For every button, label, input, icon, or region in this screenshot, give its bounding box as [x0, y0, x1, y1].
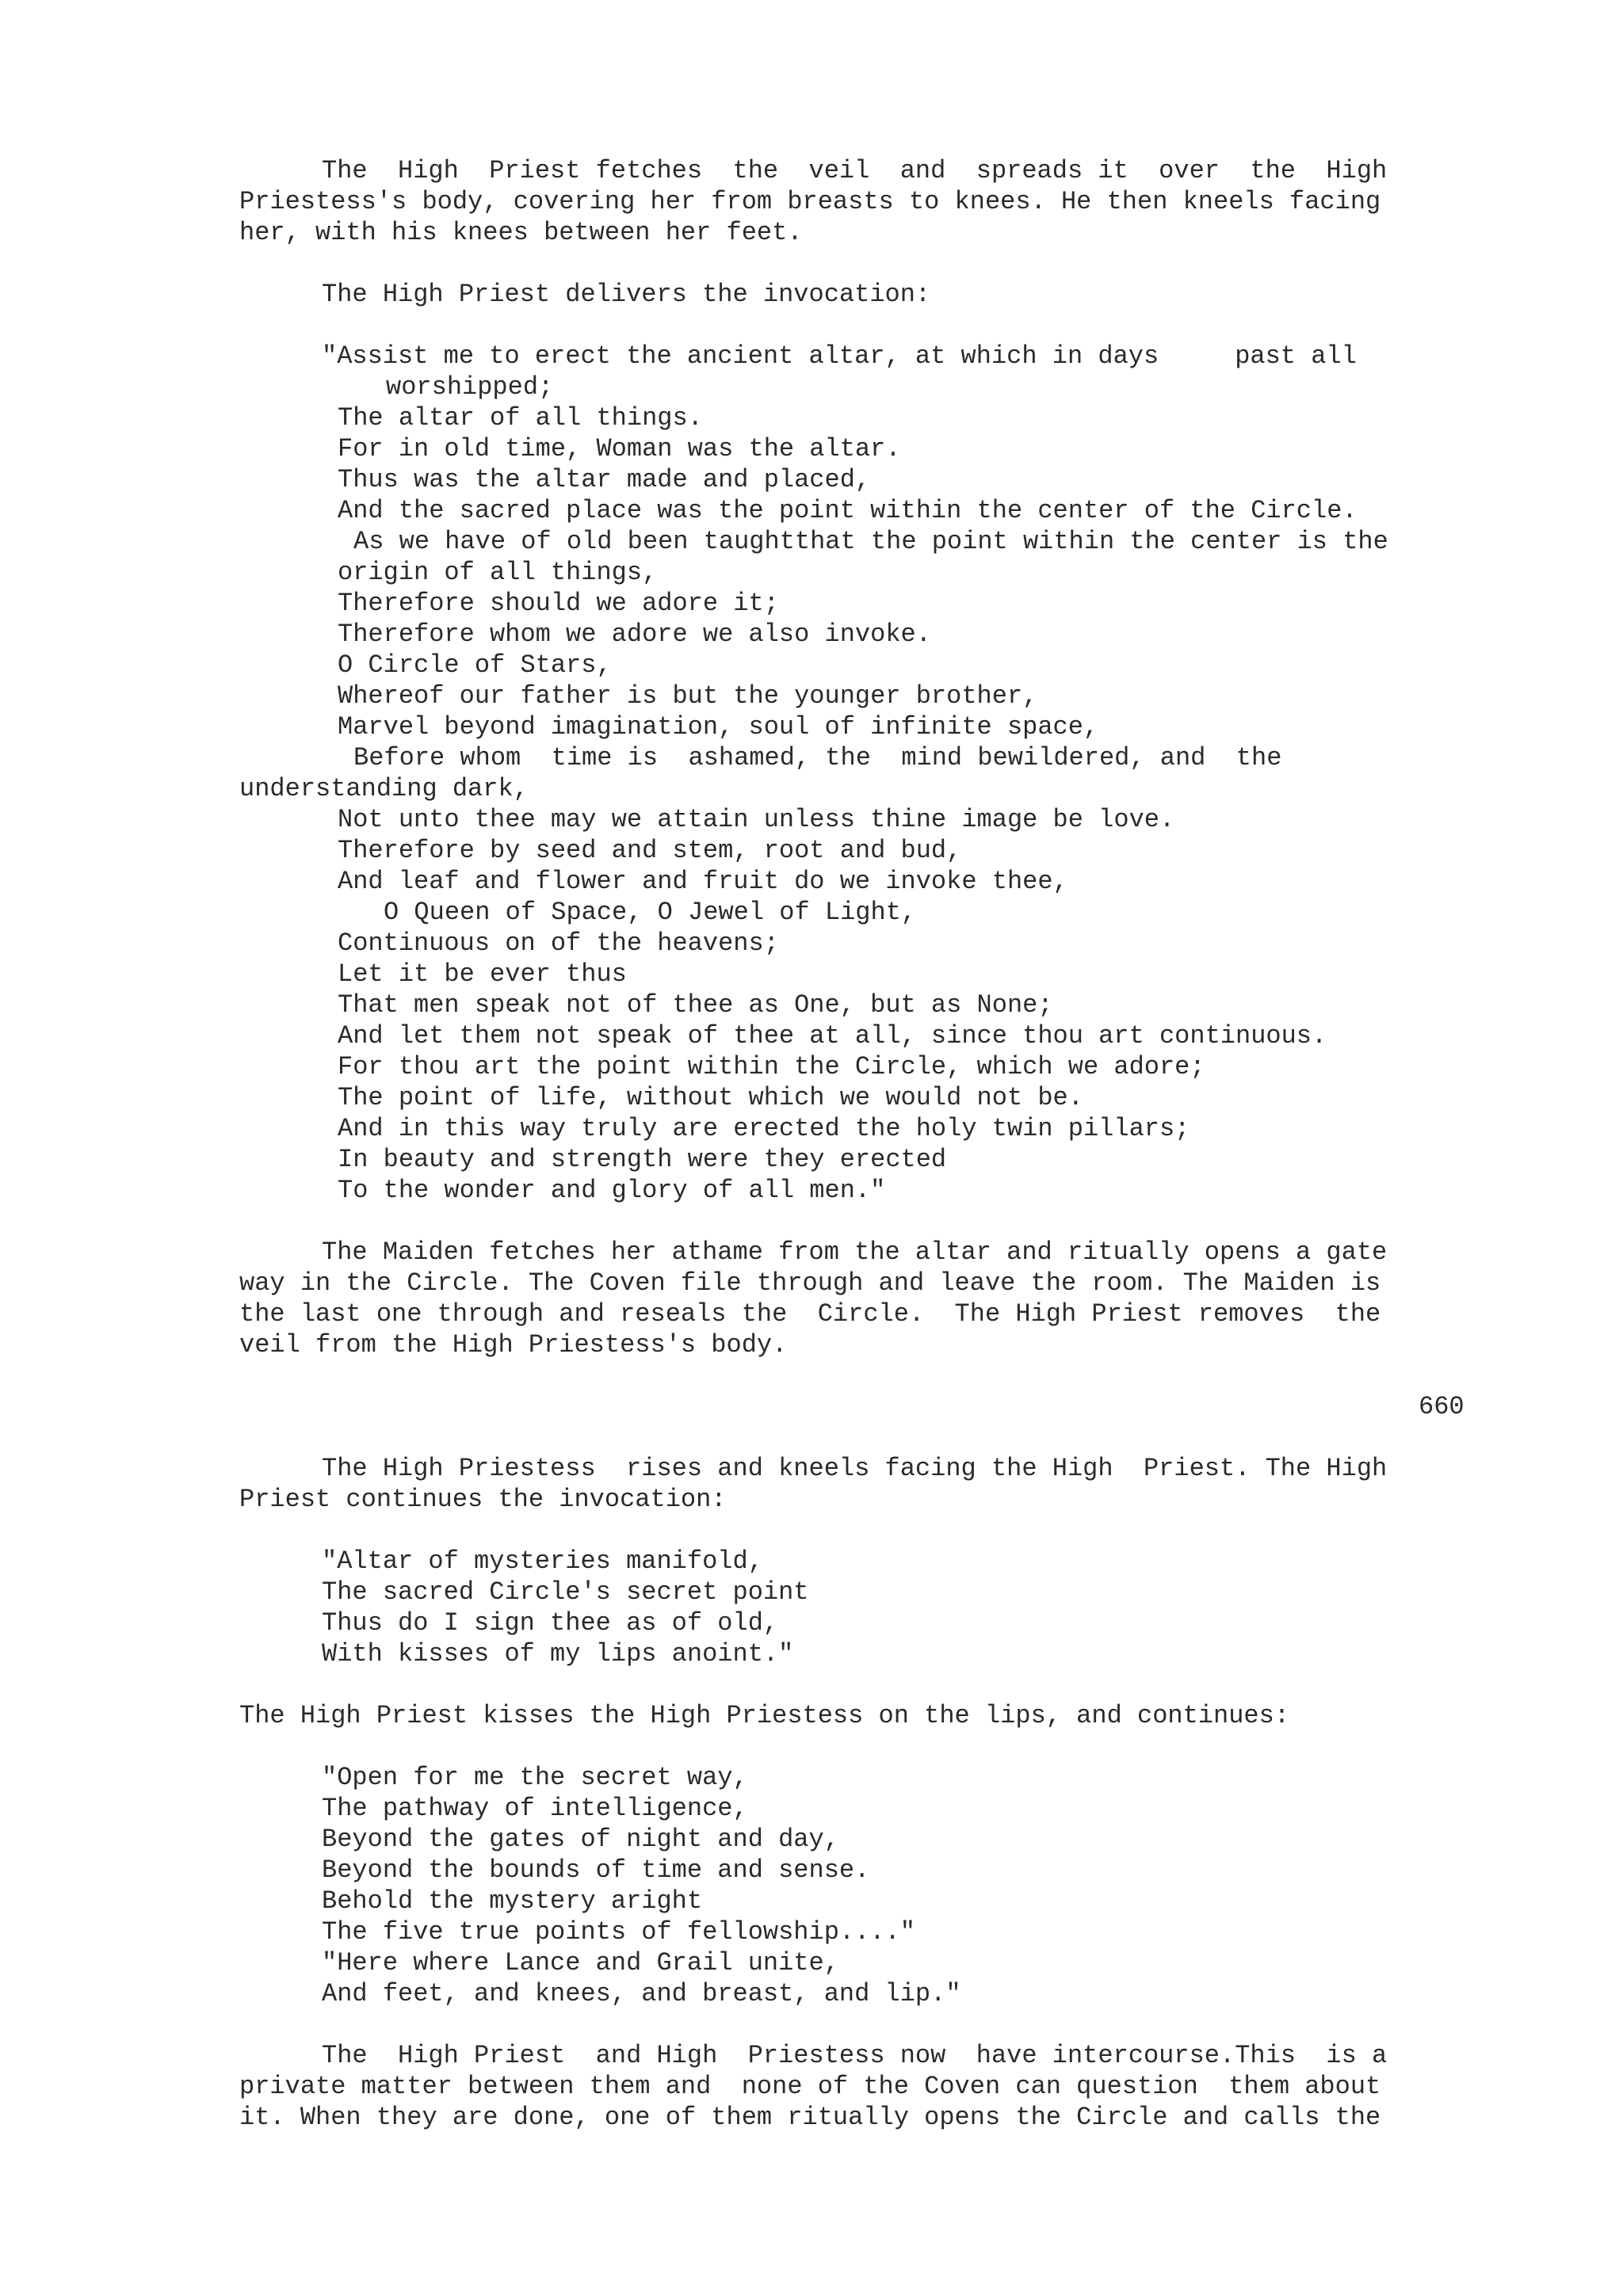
text-line: Priest continues the invocation:: [239, 1485, 727, 1514]
text-line: And leaf and flower and fruit do we invoke thee,: [338, 867, 1068, 896]
text-line: The High Priest and High Priestess now have intercourse.This is a: [322, 2041, 1388, 2070]
text-line: Not unto thee may we attain unless thine image be love.: [338, 805, 1175, 834]
text-line: it. When they are done, one of them ritually opens the Circle and calls the: [239, 2103, 1381, 2132]
text-line: way in the Circle. The Coven file through and leave the room. The Maiden is: [239, 1268, 1381, 1298]
text-line: As we have of old been taughtthat the point within the center is the: [353, 527, 1388, 556]
text-line: Continuous on of the heavens;: [338, 929, 779, 958]
text-line: The sacred Circle's secret point: [322, 1577, 809, 1607]
text-line: Priestess's body, covering her from breasts to knees. He then kneels facing: [239, 187, 1381, 216]
text-line: The Maiden fetches her athame from the altar and ritually opens a gate: [322, 1238, 1388, 1267]
text-line: For thou art the point within the Circle, which we adore;: [338, 1052, 1205, 1081]
text-line: The altar of all things.: [338, 403, 703, 433]
text-line: "Open for me the secret way,: [322, 1763, 748, 1792]
text-line: "Here where Lance and Grail unite,: [322, 1948, 839, 1978]
page-number: 660: [1419, 1392, 1465, 1421]
text-line: worshipped;: [386, 372, 554, 402]
text-line: And feet, and knees, and breast, and lip.": [322, 1979, 961, 2008]
text-line: With kisses of my lips anoint.": [322, 1639, 794, 1669]
text-line: understanding dark,: [239, 774, 529, 803]
text-line: Before whom time is ashamed, the mind bewildered, and the: [353, 743, 1282, 772]
text-line: Beyond the gates of night and day,: [322, 1825, 839, 1854]
text-line: And the sacred place was the point within the center of the Circle.: [338, 496, 1358, 525]
text-line: the last one through and reseals the Circle. The High Priest removes the: [239, 1299, 1381, 1329]
text-line: The High Priest kisses the High Priestess on the lips, and continues:: [239, 1701, 1290, 1730]
text-line: veil from the High Priestess's body.: [239, 1330, 788, 1360]
text-line: In beauty and strength were they erected: [338, 1145, 947, 1174]
text-line: "Altar of mysteries manifold,: [322, 1547, 763, 1576]
text-line: Therefore whom we adore we also invoke.: [338, 620, 931, 649]
text-line: private matter between them and none of the Coven can question them about: [239, 2072, 1381, 2101]
text-line: her, with his knees between her feet.: [239, 218, 803, 247]
text-line: origin of all things,: [338, 558, 658, 587]
text-line: O Queen of Space, O Jewel of Light,: [384, 898, 917, 927]
text-line: The High Priestess rises and kneels facing the High Priest. The High: [322, 1454, 1388, 1483]
text-line: "Assist me to erect the ancient altar, at which in days past all: [322, 341, 1357, 371]
text-line: Let it be ever thus: [338, 959, 627, 989]
text-line: The point of life, without which we would not be.: [338, 1083, 1083, 1112]
text-line: Whereof our father is but the younger brother,: [338, 681, 1038, 711]
text-line: The five true points of fellowship....": [322, 1917, 915, 1947]
text-line: Therefore should we adore it;: [338, 589, 779, 618]
text-line: O Circle of Stars,: [338, 650, 612, 680]
text-line: That men speak not of thee as One, but as None;: [338, 990, 1053, 1020]
text-line: Therefore by seed and stem, root and bud,: [338, 836, 962, 865]
text-line: The pathway of intelligence,: [322, 1794, 748, 1823]
text-line: Marvel beyond imagination, soul of infinite space,: [338, 712, 1099, 742]
text-line: And in this way truly are erected the holy twin pillars;: [338, 1114, 1190, 1143]
text-line: For in old time, Woman was the altar.: [338, 434, 901, 463]
text-line: To the wonder and glory of all men.": [338, 1176, 886, 1205]
text-line: And let them not speak of thee at all, since thou art continuous.: [338, 1021, 1327, 1051]
text-line: The High Priest fetches the veil and spreads it over the High: [322, 156, 1388, 185]
text-line: The High Priest delivers the invocation:: [322, 280, 931, 309]
text-line: Beyond the bounds of time and sense.: [322, 1855, 870, 1885]
text-line: Thus was the altar made and placed,: [338, 465, 871, 494]
text-line: Thus do I sign thee as of old,: [322, 1608, 779, 1638]
text-line: Behold the mystery aright: [322, 1886, 703, 1916]
